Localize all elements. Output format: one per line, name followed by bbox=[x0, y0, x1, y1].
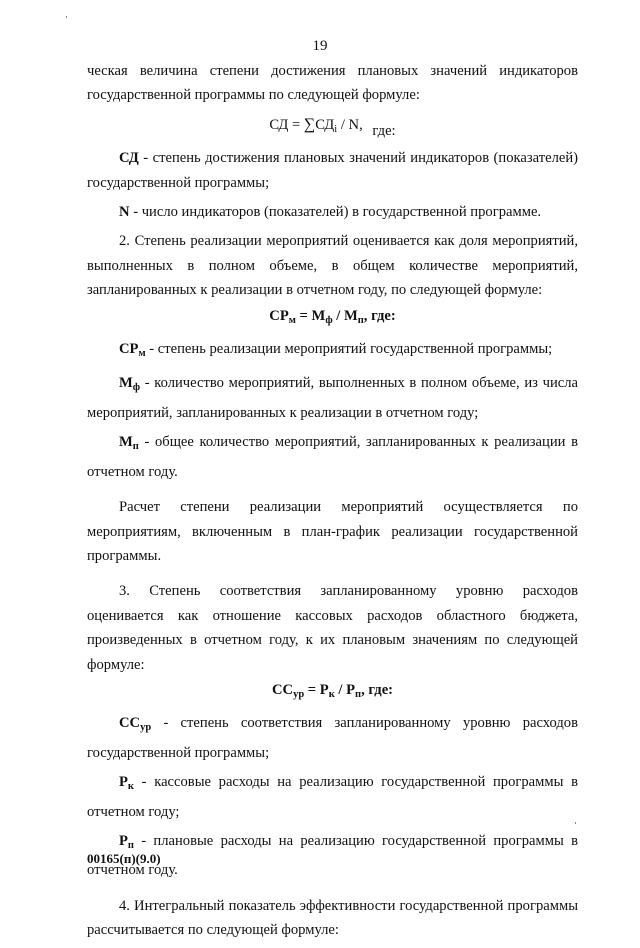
sum-symbol: ∑ bbox=[303, 115, 316, 133]
definition-ssur-symbol: СС bbox=[119, 715, 141, 732]
formula-ssur-lhs: СС bbox=[271, 681, 294, 698]
definition-srm-symbol: СР bbox=[119, 341, 139, 358]
definition-rp-text: - плановые расходы на реализацию государственной программы в отчетном году. bbox=[87, 832, 578, 879]
definition-rk bbox=[87, 770, 578, 824]
formula-ssur-a: Р bbox=[319, 681, 329, 698]
definition-srm-text: - степень реализации мероприятий государственной программы; bbox=[145, 341, 553, 358]
definition-sd-text: - степень достижения плановых значений индикаторов (показателей) государственной программы; bbox=[87, 150, 578, 191]
paragraph-intro: ческая величина степени достижения плановых значений индикаторов государственной программы по следующей формуле: bbox=[87, 63, 578, 104]
formula-srm-b: М bbox=[343, 307, 358, 324]
formula-ssur-lhs-sub: ур bbox=[293, 688, 305, 700]
definition-srm bbox=[87, 337, 578, 366]
formula-ssur-b-sub: п bbox=[355, 688, 362, 700]
formula-srm-b-sub: п bbox=[357, 314, 364, 326]
formula-sd bbox=[87, 113, 578, 142]
definition-ssur-text: - степень соответствия запланированному уровню расходов государственной программы; bbox=[87, 715, 578, 761]
definition-mp bbox=[87, 430, 578, 484]
definition-ssur-sub: ур bbox=[140, 722, 152, 734]
definition-rp-sub: п bbox=[127, 839, 134, 851]
document-body bbox=[87, 59, 578, 948]
definition-sd-symbol: СД bbox=[119, 150, 139, 167]
definition-rk-text: - кассовые расходы на реализацию государственной программы в отчетном году; bbox=[87, 774, 578, 820]
formula-sd-lhs: СД bbox=[269, 116, 289, 133]
definition-ssur bbox=[87, 711, 578, 765]
paragraph-3: Расчет степени реализации мероприятий осуществляется по мероприятиям, включенным в план-график реализации государственной программы. bbox=[87, 499, 578, 564]
paragraph-4: 3. Степень соответствия запланированному уровню расходов оценивается как отношение кассовых расходов областного бюджета, произведенных в отчетном году, к их плановым значениям по следующей формуле: bbox=[87, 583, 578, 673]
definition-srm-sub: м bbox=[138, 348, 146, 360]
definition-mf-symbol: М bbox=[119, 375, 133, 392]
formula-srm-a-sub: ф bbox=[325, 314, 333, 326]
formula-ssur-a-sub: к bbox=[328, 688, 335, 700]
document-code: 00165(п)(9.0) bbox=[87, 851, 161, 866]
definition-rp bbox=[87, 829, 578, 883]
definition-rk-symbol: Р bbox=[119, 774, 128, 791]
page-number: 19 bbox=[312, 38, 328, 54]
definition-mp-sub: п bbox=[132, 441, 139, 453]
paragraph-2: 2. Степень реализации мероприятий оценивается как доля мероприятий, выполненных в полном объеме, в общем количестве мероприятий, запланированных к реализации в отчетном году, по следующей формуле: bbox=[87, 233, 578, 299]
formula-ssur-b: Р bbox=[346, 681, 356, 698]
formula-ssur bbox=[87, 678, 578, 707]
definition-mf-text: - количество мероприятий, выполненных в полном объеме, из числа мероприятий, запланированных к реализации в отчетном году; bbox=[87, 375, 578, 421]
formula-sd-term: СД bbox=[315, 116, 335, 133]
definition-n bbox=[87, 200, 578, 224]
definition-n-text: - число индикаторов (показателей) в государственной программе. bbox=[129, 204, 542, 221]
formula-ssur-where: , где: bbox=[361, 681, 394, 698]
definition-sd bbox=[87, 146, 578, 195]
paragraph-5: 4. Интегральный показатель эффективности государственной программы рассчитывается по следующей формуле: bbox=[87, 897, 578, 939]
formula-srm-eq: = bbox=[295, 307, 312, 324]
scan-speck bbox=[66, 16, 67, 18]
definition-n-symbol: N bbox=[119, 204, 130, 221]
definition-mp-symbol: М bbox=[119, 434, 133, 451]
formula-sd-rest: / N, bbox=[337, 116, 363, 133]
scan-speck bbox=[575, 822, 576, 824]
formula-sd-eq: = bbox=[288, 116, 304, 133]
formula-srm-slash: / bbox=[332, 307, 344, 324]
formula-srm-lhs: СР bbox=[269, 307, 289, 324]
formula-srm-where: , где: bbox=[363, 307, 396, 324]
formula-srm-a: М bbox=[311, 307, 326, 324]
formula-srm bbox=[87, 304, 578, 333]
formula-ssur-slash: / bbox=[334, 681, 347, 698]
formula-ssur-eq: = bbox=[304, 681, 320, 698]
formula-srm-lhs-sub: м bbox=[288, 314, 296, 326]
definition-rk-sub: к bbox=[127, 781, 134, 793]
definition-rp-symbol: Р bbox=[119, 832, 128, 849]
definition-mf bbox=[87, 371, 578, 425]
formula-sd-where: где: bbox=[372, 122, 396, 139]
definition-mf-sub: ф bbox=[132, 382, 141, 394]
definition-mp-text: - общее количество мероприятий, запланированных к реализации в отчетном году. bbox=[87, 434, 578, 480]
formula-sd-term-sub: i bbox=[334, 123, 338, 135]
